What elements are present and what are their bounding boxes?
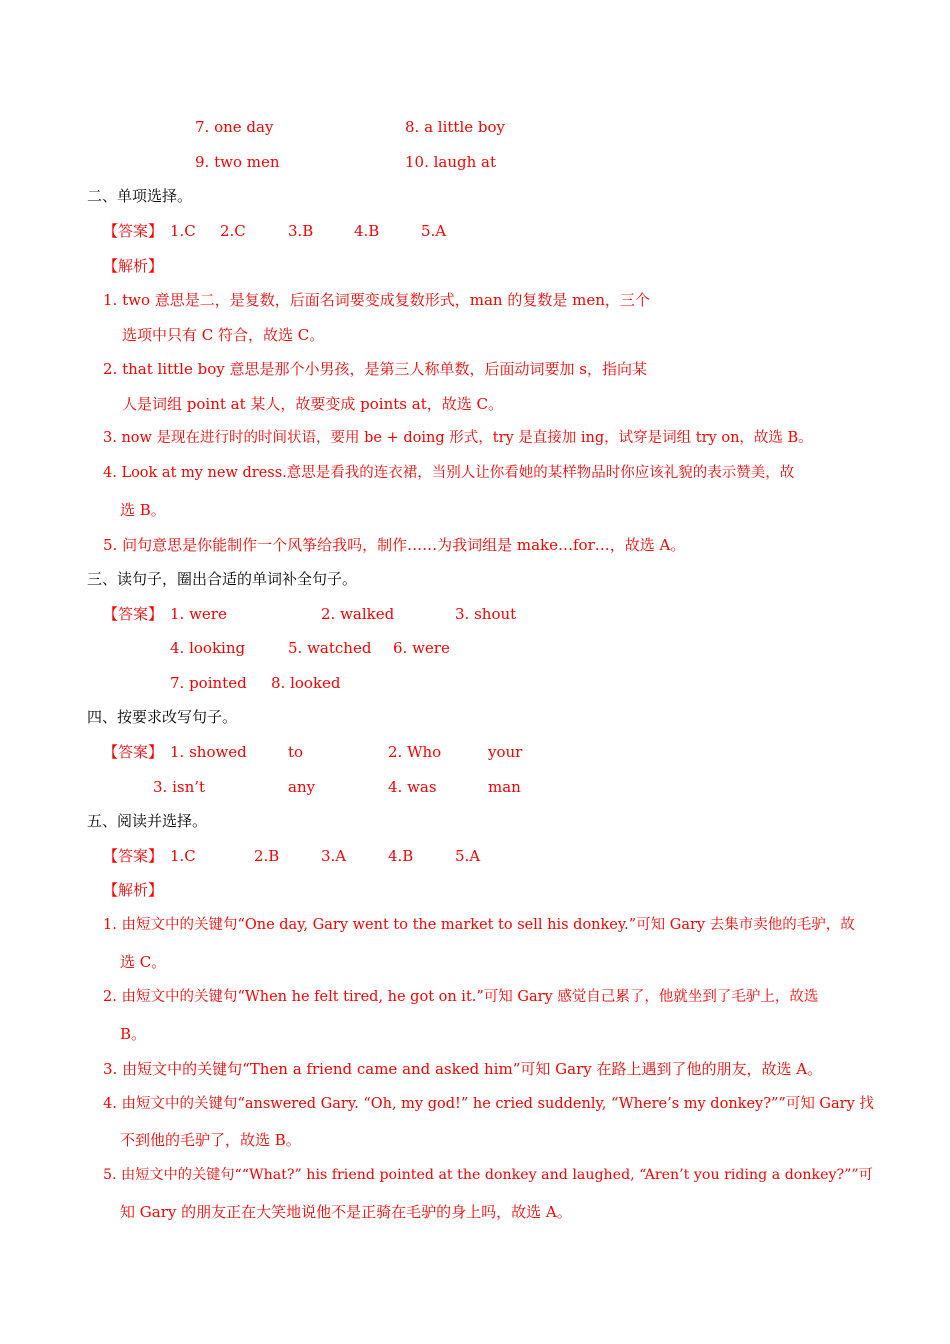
section5-answer-label: 【答案】 bbox=[103, 847, 164, 865]
s2-answer-5: 5.A bbox=[421, 222, 447, 240]
s3-answer-8: 8. looked bbox=[271, 674, 341, 692]
item-10: 10. laugh at bbox=[405, 153, 497, 171]
section2-answer-row bbox=[103, 221, 163, 241]
s3-answer-7: 7. pointed bbox=[170, 674, 247, 692]
s4-answer-2a: 2. Who bbox=[388, 743, 442, 761]
s4-answer-1b: to bbox=[288, 743, 304, 761]
s4-answer-2b: your bbox=[488, 743, 523, 761]
s5-answer-4: 4.B bbox=[388, 847, 414, 865]
section5-heading: 五、阅读并选择。 bbox=[87, 812, 208, 830]
s5-answer-3: 3.A bbox=[321, 847, 347, 865]
section2-analysis-label: 【解析】 bbox=[103, 257, 164, 275]
s3-answer-1: 1. were bbox=[170, 605, 227, 623]
section2-heading: 二、单项选择。 bbox=[87, 187, 193, 205]
s2-answer-3: 3.B bbox=[288, 222, 314, 240]
s5-line-9: 知 Gary 的朋友正在大笑地说他不是正骑在毛驴的身上吗，故选 A。 bbox=[120, 1203, 572, 1221]
section4-heading: 四、按要求改写句子。 bbox=[87, 708, 238, 726]
s5-line-5: 3. 由短文中的关键句“Then a friend came and asked him”可知 Gary 在路上遇到了他的朋友，故选 A。 bbox=[103, 1060, 823, 1078]
s3-answer-5: 5. watched bbox=[288, 639, 372, 657]
s5-line-7: 不到他的毛驴了，故选 B。 bbox=[120, 1131, 301, 1149]
s5-line-3: 2. 由短文中的关键句“When he felt tired, he got on it.”可知 Gary 感觉自己累了，他就坐到了毛驴上，故选 bbox=[103, 989, 819, 1005]
s5-answer-1: 1.C bbox=[170, 847, 196, 865]
s5-line-1: 1. 由短文中的关键句“One day, Gary went to the market to sell his donkey.”可知 Gary 去集市卖他的毛驴，故 bbox=[103, 917, 855, 933]
s5-answer-2: 2.B bbox=[254, 847, 280, 865]
s4-answer-3b: any bbox=[288, 778, 316, 796]
s2-line-2: 选项中只有 C 符合，故选 C。 bbox=[122, 326, 325, 344]
s2-line-3: 2. that little boy 意思是那个小男孩，是第三人称单数，后面动词要加 s，指向某 bbox=[103, 360, 647, 378]
section5-analysis-label: 【解析】 bbox=[103, 881, 164, 899]
s5-line-4: B。 bbox=[120, 1025, 147, 1043]
item-8: 8. a little boy bbox=[405, 118, 505, 136]
s2-line-4: 人是词组 point at 某人，故要变成 points at，故选 C。 bbox=[122, 395, 503, 413]
section3-heading: 三、读句子，圈出合适的单词补全句子。 bbox=[87, 570, 358, 588]
s4-answer-1a: 1. showed bbox=[170, 743, 247, 761]
s2-line-7: 选 B。 bbox=[120, 501, 166, 519]
section4-answer-label: 【答案】 bbox=[103, 743, 164, 761]
item-7: 7. one day bbox=[195, 118, 274, 136]
s5-line-2: 选 C。 bbox=[120, 953, 167, 971]
s3-answer-3: 3. shout bbox=[455, 605, 517, 623]
s3-answer-2: 2. walked bbox=[321, 605, 395, 623]
s2-answer-1: 1.C bbox=[170, 222, 196, 240]
s4-answer-4b: man bbox=[488, 778, 521, 796]
s4-answer-4a: 4. was bbox=[388, 778, 437, 796]
s5-line-8: 5. 由短文中的关键句““What?” his friend pointed at the donkey and laughed, “Aren’t you riding a donkey?””可 bbox=[103, 1167, 873, 1183]
item-9: 9. two men bbox=[195, 153, 280, 171]
s5-answer-5: 5.A bbox=[455, 847, 481, 865]
s2-line-1: 1. two 意思是二，是复数，后面名词要变成复数形式，man 的复数是 men，三个 bbox=[103, 291, 650, 309]
answer-label: 【答案】 bbox=[103, 222, 164, 240]
s4-answer-3a: 3. isn’t bbox=[153, 778, 206, 796]
s2-answer-4: 4.B bbox=[354, 222, 380, 240]
s2-line-5: 3. now 是现在进行时的时间状语，要用 be + doing 形式，try 是直接加 ing，试穿是词组 try on，故选 B。 bbox=[103, 430, 813, 446]
s2-line-6: 4. Look at my new dress.意思是看我的连衣裙，当别人让你看她的某样物品时你应该礼貌的表示赞美，故 bbox=[103, 465, 795, 481]
s3-answer-6: 6. were bbox=[393, 639, 450, 657]
s2-line-8: 5. 问句意思是你能制作一个风筝给我吗，制作……为我词组是 make…for…，故选 A。 bbox=[103, 536, 686, 554]
section3-answer-label: 【答案】 bbox=[103, 605, 164, 623]
s3-answer-4: 4. looking bbox=[170, 639, 246, 657]
s2-answer-2: 2.C bbox=[220, 222, 246, 240]
s5-line-6: 4. 由短文中的关键句“answered Gary. “Oh, my god!” he cried suddenly, “Where’s my donkey?””可知 Gary 找 bbox=[103, 1096, 874, 1112]
